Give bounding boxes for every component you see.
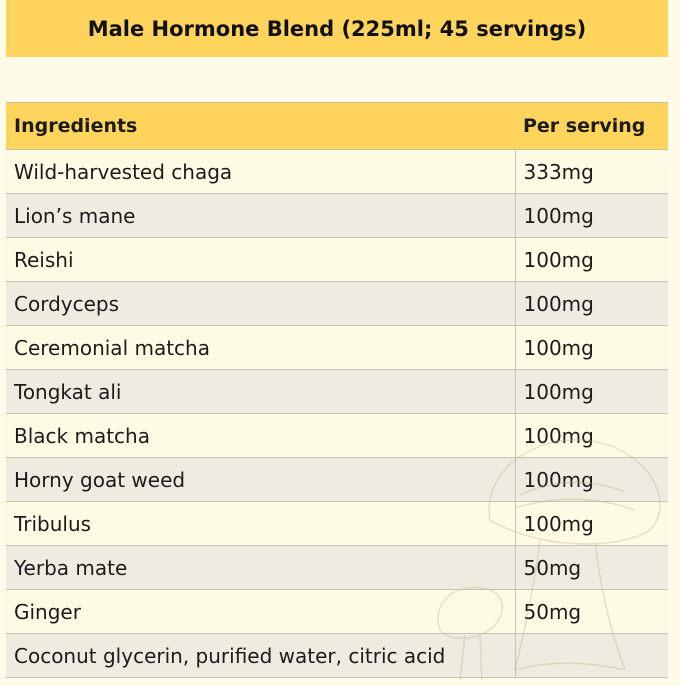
- table-header-row: [6, 103, 668, 150]
- amount-cell: 100mg: [515, 238, 668, 282]
- ingredient-cell: Yerba mate: [6, 546, 515, 590]
- amount-cell: 100mg: [515, 194, 668, 238]
- ingredients-table-container: [6, 102, 668, 678]
- table-row: [6, 282, 668, 326]
- table-row: [6, 414, 668, 458]
- table-row: [6, 458, 668, 502]
- table-row: [6, 326, 668, 370]
- table-row: [6, 590, 668, 634]
- ingredient-cell: Ginger: [6, 590, 515, 634]
- table-row: [6, 238, 668, 282]
- header-ingredients: Ingredients: [6, 103, 515, 150]
- amount-cell: 100mg: [515, 326, 668, 370]
- table-row: [6, 634, 668, 678]
- header-per-serving: Per serving: [515, 103, 668, 150]
- ingredient-cell: Ceremonial matcha: [6, 326, 515, 370]
- amount-cell: 100mg: [515, 282, 668, 326]
- amount-cell: 333mg: [515, 150, 668, 194]
- amount-cell: [515, 634, 668, 678]
- title-bar: [6, 0, 668, 57]
- table-row: [6, 150, 668, 194]
- ingredient-cell: Horny goat weed: [6, 458, 515, 502]
- amount-cell: 100mg: [515, 458, 668, 502]
- ingredient-cell: Cordyceps: [6, 282, 515, 326]
- amount-cell: 100mg: [515, 502, 668, 546]
- ingredient-cell: Wild-harvested chaga: [6, 150, 515, 194]
- ingredient-cell: Lion’s mane: [6, 194, 515, 238]
- ingredient-cell: Tongkat ali: [6, 370, 515, 414]
- ingredient-cell: Coconut glycerin, purified water, citric acid: [6, 634, 515, 678]
- amount-cell: 50mg: [515, 590, 668, 634]
- table-row: [6, 502, 668, 546]
- table-row: [6, 194, 668, 238]
- amount-cell: 50mg: [515, 546, 668, 590]
- amount-cell: 100mg: [515, 370, 668, 414]
- table-row: [6, 370, 668, 414]
- ingredients-table: [6, 102, 668, 678]
- amount-cell: 100mg: [515, 414, 668, 458]
- page-title: Male Hormone Blend (225ml; 45 servings): [87, 16, 587, 41]
- table-row: [6, 546, 668, 590]
- ingredient-cell: Tribulus: [6, 502, 515, 546]
- ingredient-cell: Reishi: [6, 238, 515, 282]
- ingredient-cell: Black matcha: [6, 414, 515, 458]
